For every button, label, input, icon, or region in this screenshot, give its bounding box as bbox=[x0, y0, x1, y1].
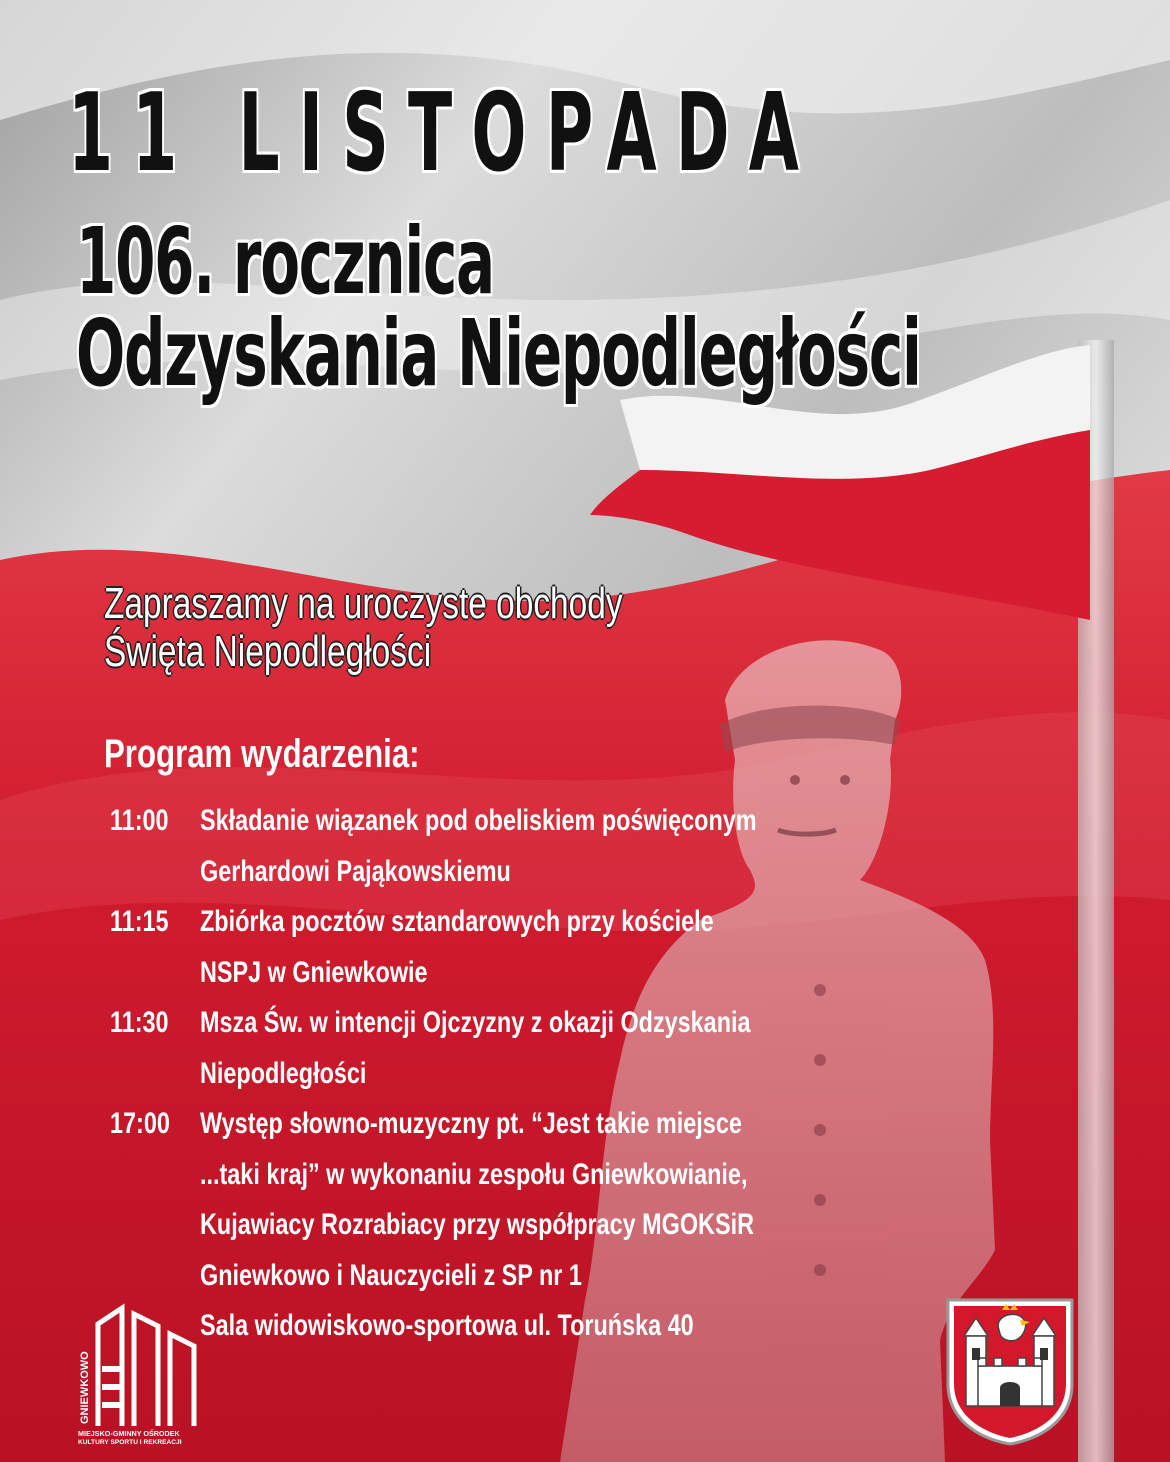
entry-text-line: Kujawiacy Rozrabiacy przy współpracy MGOKSiR bbox=[200, 1208, 754, 1241]
logo-vertical-text: GNIEWKOWO bbox=[79, 1351, 91, 1424]
logo-org-line-2: KULTURY SPORTU I REKREACJI bbox=[78, 1439, 182, 1446]
entry-text-line: Składanie wiązanek pod obeliskiem poświęconym bbox=[200, 804, 757, 837]
logo-org-line-1: MIEJSKO-GMINNY OŚRODEK bbox=[78, 1429, 180, 1438]
entry-time: 17:00 bbox=[110, 1107, 170, 1140]
invitation-line-2: Święta Niepodległości bbox=[104, 627, 432, 676]
entry-text-line: Sala widowiskowo-sportowa ul. Toruńska 40 bbox=[200, 1309, 694, 1342]
coat-of-arms-icon bbox=[944, 1296, 1076, 1446]
entry-text-line: Msza Św. w intencji Ojczyzny z okazji Odzyskania bbox=[200, 1006, 751, 1039]
entry-text-line: Niepodległości bbox=[200, 1056, 367, 1090]
entry-text-line: Występ słowno-muzyczny pt. “Jest takie miejsce bbox=[200, 1107, 742, 1140]
program-heading: Program wydarzenia: bbox=[104, 732, 420, 776]
entry-text-line: ...taki kraj” w wykonaniu zespołu Gniewkowianie, bbox=[200, 1157, 748, 1191]
invitation-text bbox=[104, 580, 623, 676]
anniversary-heading: 106. rocznica bbox=[76, 208, 494, 315]
entry-text-line: Gniewkowo i Nauczycieli z SP nr 1 bbox=[200, 1258, 582, 1292]
entry-text-line: Gerhardowi Pająkowskiemu bbox=[200, 854, 511, 888]
entry-time: 11:15 bbox=[110, 905, 169, 938]
entry-time: 11:00 bbox=[110, 804, 169, 837]
entry-time: 11:30 bbox=[110, 1006, 169, 1039]
entry-text-line: Zbiórka pocztów sztandarowych przy kościele bbox=[200, 905, 714, 938]
date-heading: 11 LISTOPADA bbox=[68, 71, 819, 196]
entry-text-line: NSPJ w Gniewkowie bbox=[200, 955, 428, 989]
mgoksir-logo bbox=[76, 1296, 206, 1446]
invitation-line-1: Zapraszamy na uroczyste obchody bbox=[104, 579, 623, 628]
event-heading: Odzyskania Niepodległości bbox=[76, 300, 921, 407]
